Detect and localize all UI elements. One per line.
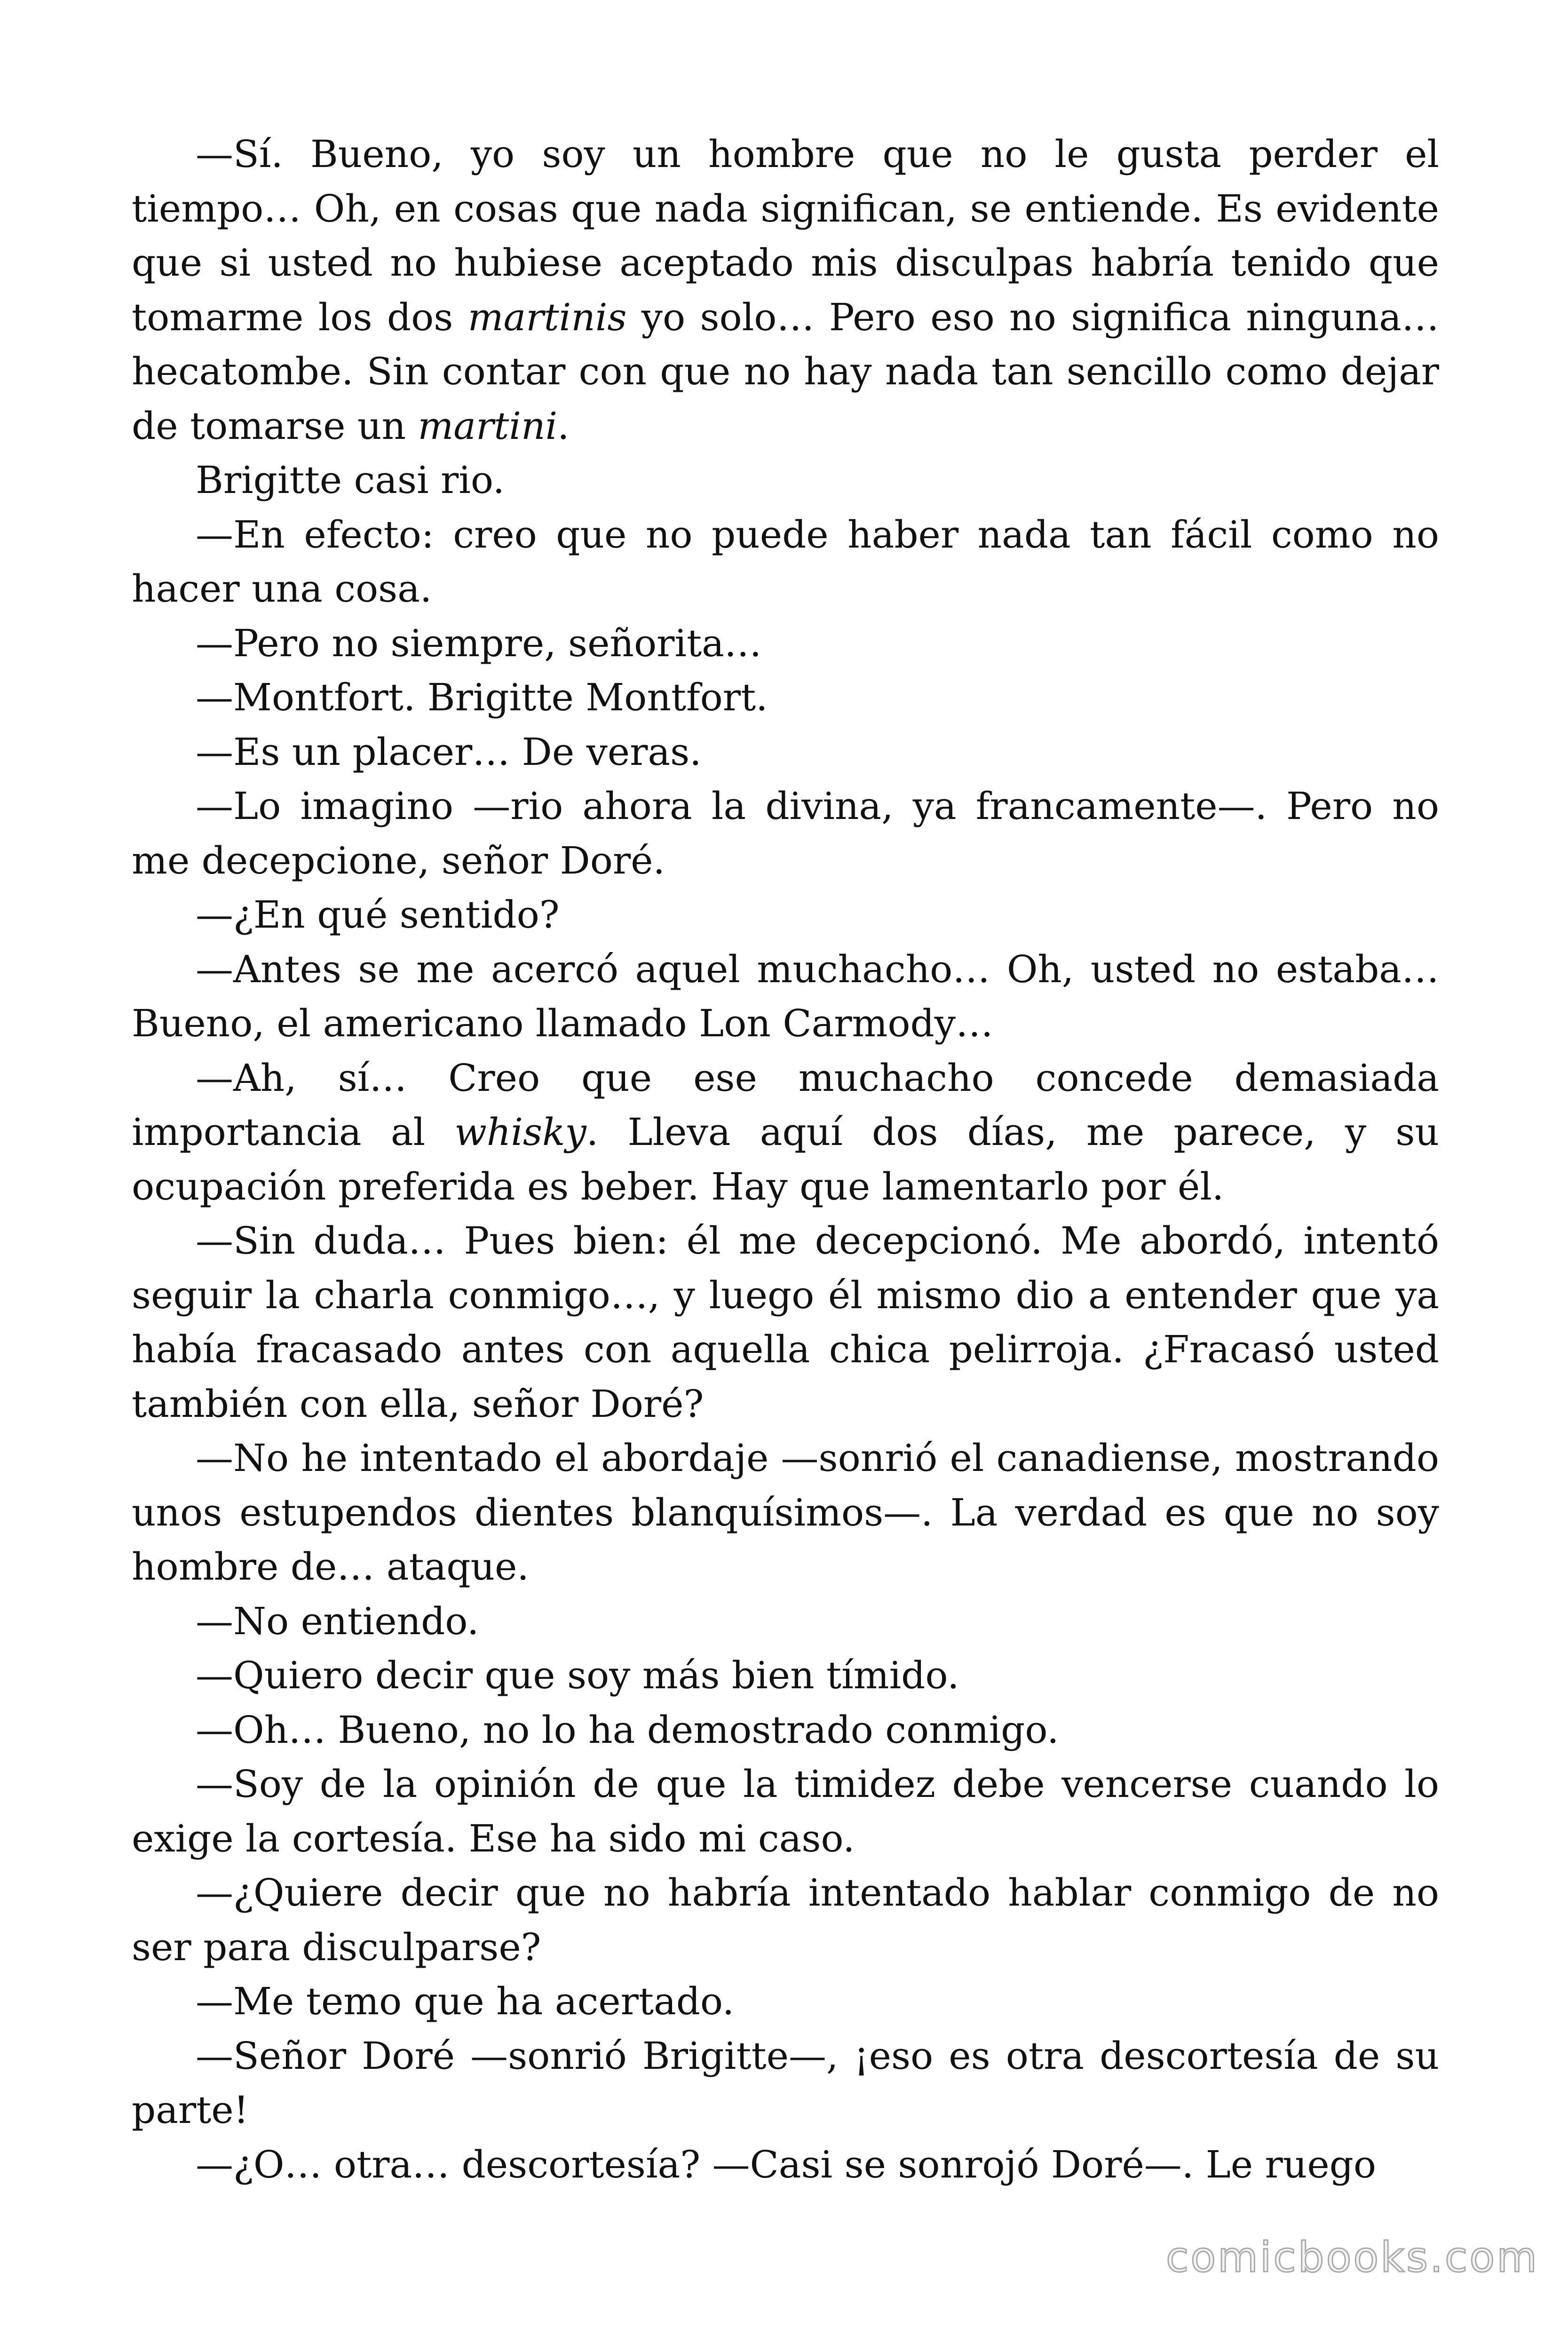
paragraph xyxy=(132,1974,1439,2029)
text-run: —Oh… Bueno, no lo ha demostrado conmigo. xyxy=(196,1708,1059,1752)
italic-text: martinis xyxy=(467,295,627,339)
paragraph xyxy=(132,1594,1439,1649)
paragraph xyxy=(132,616,1439,671)
paragraph xyxy=(132,453,1439,508)
text-run: —Soy de la opinión de que la timidez debe vencerse cuando lo exige la cortesía. Ese ha sido mi caso. xyxy=(132,1762,1439,1860)
paragraph xyxy=(132,1431,1439,1594)
paragraph xyxy=(132,2029,1439,2137)
text-run: —Sin duda… Pues bien: él me decepcionó. Me abordó, intentó seguir la charla conmigo…, y luego él mismo dio a entender que ya había fracasado antes con aquella chica pelirroja. ¿Fracasó usted también con ella, señor Doré? xyxy=(132,1219,1439,1426)
paragraph xyxy=(132,127,1439,453)
watermark-text: comicbooks.com xyxy=(1165,2233,1539,2281)
paragraph xyxy=(132,942,1439,1051)
italic-text: martini xyxy=(418,404,558,448)
text-run: —No he intentado el abordaje —sonrió el canadiense, mostrando unos estupendos dientes blanquísimos—. La verdad es que no soy hombre de… ataque. xyxy=(132,1436,1439,1589)
paragraph xyxy=(132,1703,1439,1757)
text-run: —¿O… otra… descortesía? —Casi se sonrojó Doré—. Le ruego xyxy=(196,2142,1377,2186)
text-run: —Es un placer… De veras. xyxy=(196,730,702,774)
paragraph xyxy=(132,725,1439,779)
paragraph xyxy=(132,888,1439,942)
text-run: —Me temo que ha acertado. xyxy=(196,1979,735,2023)
text-run: yo solo… Pero eso no significa ninguna… hecatombe. Sin contar con que no hay nada tan sencillo como dejar de tomarse un xyxy=(132,295,1439,448)
text-run: —¿En qué sentido? xyxy=(196,893,560,937)
text-run: —¿Quiere decir que no habría intentado hablar conmigo de no ser para disculparse? xyxy=(132,1871,1439,1969)
text-run: —Lo imagino —rio ahora la divina, ya francamente—. Pero no me decepcione, señor Doré. xyxy=(132,784,1439,882)
text-run: —Pero no siempre, señorita… xyxy=(196,621,762,665)
page-text xyxy=(132,127,1439,2192)
text-run: —Sí. Bueno, yo soy un hombre que no le gusta perder el tiempo… Oh, en cosas que nada significan, se entiende. Es evidente que si usted no hubiese aceptado mis disculpas habría tenido que tomarme los dos xyxy=(132,132,1439,339)
text-run: . Lleva aquí dos días, me parece, y su ocupación preferida es beber. Hay que lamentarlo por él. xyxy=(132,1110,1439,1208)
italic-text: whisky xyxy=(454,1110,586,1154)
text-run: —Antes se me acercó aquel muchacho… Oh, usted no estaba… Bueno, el americano llamado Lon Carmody… xyxy=(132,947,1439,1045)
paragraph xyxy=(132,779,1439,888)
text-run: Brigitte casi rio. xyxy=(196,458,505,502)
text-run: —No entiendo. xyxy=(196,1599,479,1643)
text-run: —Ah, sí… Creo que ese muchacho concede demasiada importancia al xyxy=(132,1056,1439,1154)
paragraph xyxy=(132,1757,1439,1866)
text-run: . xyxy=(557,404,570,448)
paragraph xyxy=(132,1214,1439,1431)
paragraph xyxy=(132,508,1439,616)
paragraph xyxy=(132,1866,1439,1974)
text-run: —En efecto: creo que no puede haber nada tan fácil como no hacer una cosa. xyxy=(132,512,1439,611)
paragraph xyxy=(132,2137,1439,2192)
paragraph xyxy=(132,670,1439,725)
text-run: —Quiero decir que soy más bien tímido. xyxy=(196,1653,959,1697)
paragraph xyxy=(132,1648,1439,1703)
text-run: —Señor Doré —sonrió Brigitte—, ¡eso es otra descortesía de su parte! xyxy=(132,2034,1439,2132)
paragraph xyxy=(132,1051,1439,1214)
text-run: —Montfort. Brigitte Montfort. xyxy=(196,675,768,719)
